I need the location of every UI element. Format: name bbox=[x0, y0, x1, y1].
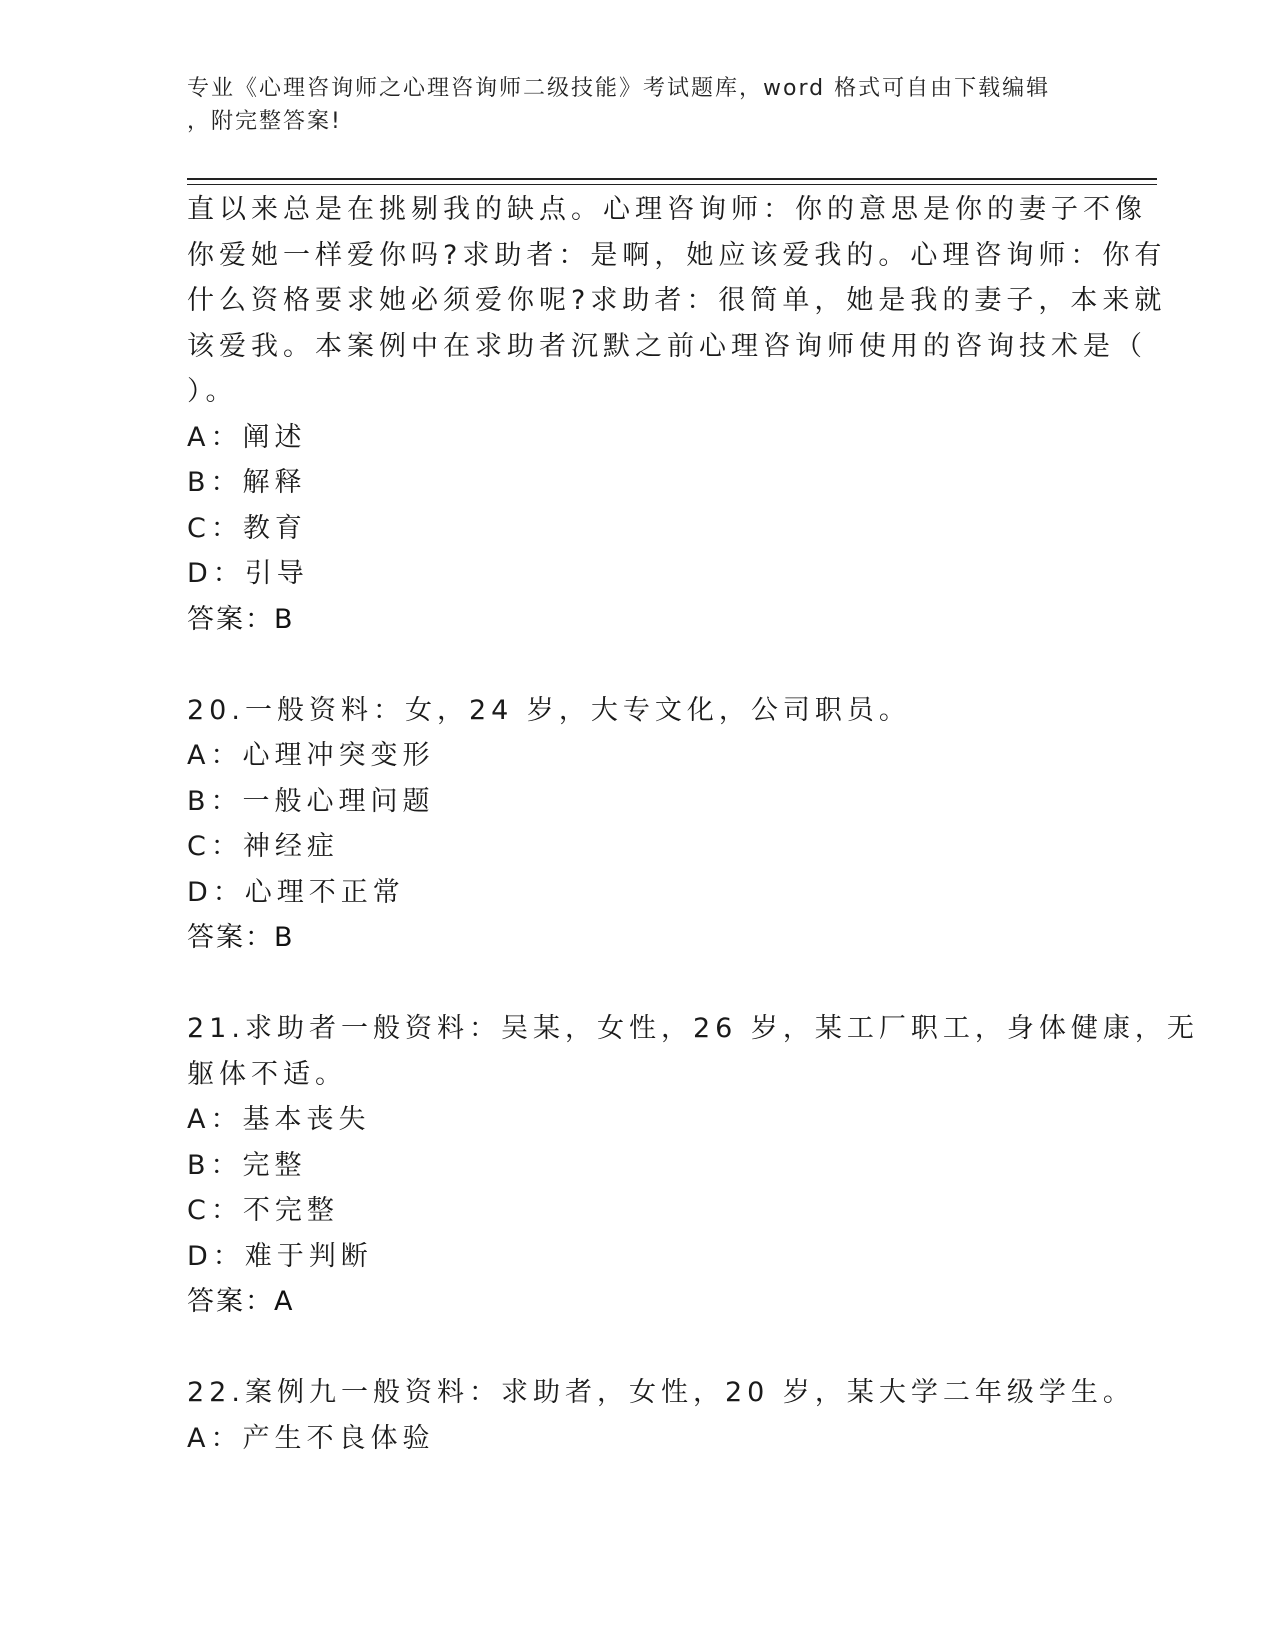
question-text-line: 该爱我。本案例中在求助者沉默之前心理咨询师使用的咨询技术是（ bbox=[187, 330, 1147, 362]
answer-line: 答案：B bbox=[187, 603, 295, 635]
option-d: D：引导 bbox=[187, 558, 309, 589]
question-content bbox=[187, 187, 1199, 1461]
question-22-block bbox=[187, 1370, 1135, 1461]
question-20-block bbox=[187, 688, 1087, 961]
answer-line: 答案：B bbox=[187, 922, 295, 953]
document-header bbox=[187, 72, 1087, 138]
question-19-block bbox=[187, 187, 1167, 642]
question-text-line: 22.案例九一般资料：求助者，女性，20 岁，某大学二年级学生。 bbox=[187, 1377, 1135, 1408]
question-text-line: 直以来总是在挑剔我的缺点。心理咨询师：你的意思是你的妻子不像 bbox=[187, 194, 1147, 225]
option-c: C：神经症 bbox=[187, 831, 339, 862]
question-text-line: 什么资格要求她必须爱你呢?求助者：很简单，她是我的妻子，本来就 bbox=[187, 285, 1167, 316]
spacer bbox=[187, 642, 1087, 688]
option-a: A：基本丧失 bbox=[187, 1104, 371, 1135]
header-divider-thick bbox=[187, 178, 1157, 180]
question-text-line: 躯体不适。 bbox=[187, 1058, 347, 1090]
option-a: A：阐述 bbox=[187, 421, 307, 453]
option-a: A：产生不良体验 bbox=[187, 1422, 435, 1454]
option-b: B：完整 bbox=[187, 1149, 307, 1181]
header-line-2: ，附完整答案! bbox=[187, 109, 342, 134]
question-text-line: 21.求助者一般资料：吴某，女性，26 岁，某工厂职工，身体健康，无 bbox=[187, 1013, 1199, 1044]
option-d: D：难于判断 bbox=[187, 1240, 373, 1272]
option-b: B：一般心理问题 bbox=[187, 785, 435, 817]
spacer bbox=[187, 961, 1087, 1007]
question-text-line: 你爱她一样爱你吗?求助者：是啊，她应该爱我的。心理咨询师：你有 bbox=[187, 239, 1167, 271]
question-text-line: 20.一般资料：女，24 岁，大专文化，公司职员。 bbox=[187, 694, 911, 726]
header-divider-thin bbox=[187, 184, 1157, 185]
answer-line: 答案：A bbox=[187, 1286, 295, 1317]
spacer bbox=[187, 1325, 1087, 1371]
option-d: D：心理不正常 bbox=[187, 876, 405, 908]
question-21-block bbox=[187, 1006, 1199, 1325]
option-b: B：解释 bbox=[187, 467, 307, 498]
question-text-line: ）。 bbox=[187, 376, 238, 407]
header-line-1: 专业《心理咨询师之心理咨询师二级技能》考试题库，word 格式可自由下载编辑 bbox=[187, 76, 1051, 101]
option-c: C：不完整 bbox=[187, 1195, 339, 1226]
option-a: A：心理冲突变形 bbox=[187, 740, 435, 771]
option-c: C：教育 bbox=[187, 512, 307, 544]
